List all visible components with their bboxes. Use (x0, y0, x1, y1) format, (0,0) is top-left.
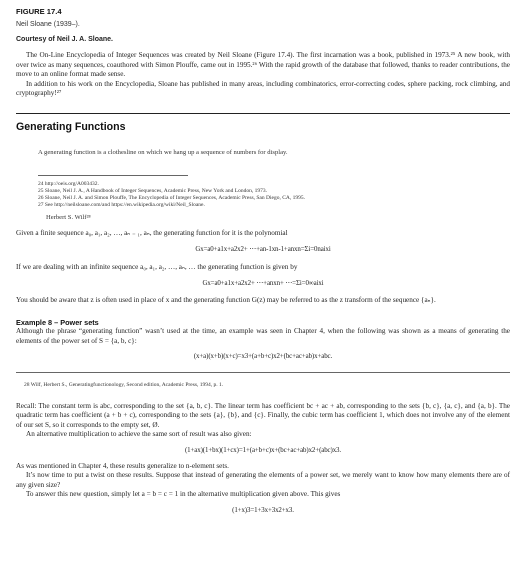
equation-binomial: (1+x)3=1+3x+3x2+x3. (232, 506, 294, 514)
footnote-divider (38, 175, 188, 176)
footnote-25: 25 Sloane, Neil J. A., A Handbook of Integer Sequences, Academic Press, New York and London, 1973. (38, 187, 267, 194)
intro-paragraph-sloane: In addition to his work on the Encyclopedia, Sloane has published in many areas, including combinatorics, error-correcting codes, sphere packing, rock climbing, and cryptography!²⁷ (16, 79, 510, 98)
answer-text: To answer this new question, simply let a = b = c = 1 in the alternative multiplication given above. This gives (26, 490, 341, 499)
footnote-27: 27 See http://neilsloane.com/and https://en.wikipedia.org/wiki/Neil_Sloane. (38, 202, 205, 209)
twist-text: It’s now time to put a twist on these results. Suppose that instead of generating the elements of a power set, we merely want to know how many elements there are of any given size? (16, 471, 510, 489)
recall-paragraph: Recall: The constant term is abc, corresponding to the set {a, b, c}. The linear term has coefficient bc + ac + ab, corresponding to the sets {b, c}, {a, c}, and {a, b}. The quadratic term has coefficient (a + b + c), corresponding to the sets {a}, {b}, and {c}. Finally, the cubic term has coefficient 1, which does not involve any of the element of our set S, so it corresponds to the empty set, Ø. (16, 401, 510, 429)
example-heading: Example 8 – Power sets (16, 317, 99, 327)
generalize-text: As was mentioned in Chapter 4, these results generalize to n-element sets. (16, 461, 229, 470)
footnote-26: 26 Sloane, Neil J. A. and Simon Plouffe, The Encyclopedia of Integer Sequences, Academic Press, San Diego, CA, 1995. (38, 194, 305, 201)
footnote-divider-2 (16, 372, 510, 373)
equation-alternative: (1+ax)(1+bx)(1+cx)=1+(a+b+c)x+(bc+ac+ab)x2+(abc)x3. (184, 446, 342, 454)
figure-label: FIGURE 17.4 (16, 7, 62, 16)
section-heading: Generating Functions (16, 120, 126, 133)
infinite-sequence-text: If we are dealing with an infinite sequence a₀, a₁, a₂, …, aₙ, … the generating function is given by (16, 262, 298, 271)
intro-paragraph-oeis: The On-Line Encyclopedia of Integer Sequences was created by Neil Sloane (Figure 17.4). The first incarnation was a book, published in 1973.²⁵ A new book, with over twice as many sequences, coauthored with Simon Plouffe, came out in 1995.²⁶ With the rapid growth of the database that followed, thanks to reader contributions, the move to an online format made sense. (16, 51, 510, 79)
epigraph-quote: A generating function is a clothesline on which we hang up a sequence of numbers for display. (38, 148, 288, 156)
footnote-24: 24 http://oeis.org/A003432. (38, 180, 99, 187)
finite-sequence-text: Given a finite sequence a₀, a₁, a₂, …, aₙ ₋ ₁, aₙ, the generating function for it is the polynomial (16, 228, 288, 237)
footnote-28: 28 Wilf, Herbert S., Generatingfunctionology, Second edition, Academic Press, 1994, p. 1. (24, 382, 224, 389)
equation-finite-gf: Gx=a0+a1x+a2x2+ ⋯+an-1xn-1+anxn=Σi=0naixi (195, 246, 331, 254)
section-divider (16, 113, 510, 114)
figure-courtesy: Courtesy of Neil J. A. Sloane. (16, 36, 113, 44)
footnotes-block (38, 181, 510, 210)
alternative-text: An alternative multiplication to achieve the same sort of result was also given: (26, 430, 252, 439)
z-transform-text: You should be aware that z is often used in place of x and the generating function G(z) may be referred to as the z transform of the sequence {aₙ}. (16, 296, 436, 305)
example-text: Although the phrase “generating function” wasn’t used at the time, an example was seen in Chapter 4, when the following was shown as a means of generating the elements of the power set of S = {a, b, c}: (16, 327, 510, 345)
epigraph-attribution: Herbert S. Wilf²⁸ (46, 214, 91, 222)
figure-caption-name: Neil Sloane (1939–). (16, 21, 80, 29)
equation-infinite-gf: Gx=a0+a1x+a2x2+ ⋯+anxn+ ⋯=Σi=0∞aixi (202, 280, 324, 288)
equation-power-set: (x+a)(x+b)(x+c)=x3+(a+b+c)x2+(bc+ac+ab)x+abc. (193, 353, 333, 361)
